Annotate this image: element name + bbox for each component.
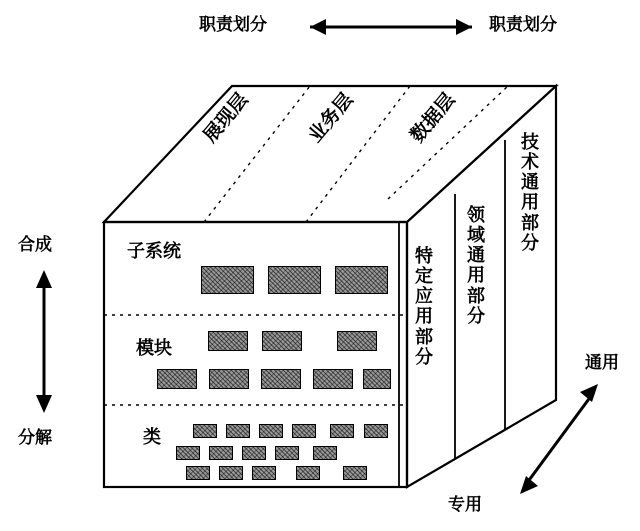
front-row-title-module: 模块	[136, 338, 172, 359]
side-face-part-technical-common: 技 术 通 用 部 分	[521, 132, 539, 254]
module-block	[262, 331, 302, 351]
subsystem-block	[268, 266, 321, 294]
top-face-layer-business: 业务层	[304, 88, 358, 147]
depth-axis-arrow	[520, 384, 598, 494]
side-face-part-domain-common: 领 域 通 用 部 分	[467, 205, 485, 327]
class-block	[242, 446, 266, 460]
axis-label-left-top: 合成	[18, 235, 52, 255]
top-face-layer-presentation: 展现层	[199, 88, 253, 147]
class-block	[313, 446, 337, 460]
class-block	[343, 466, 367, 480]
class-block	[296, 466, 320, 480]
class-block	[176, 446, 200, 460]
side-face-part-specific-application: 特 定 应 用 部 分	[415, 246, 433, 368]
module-block	[157, 369, 197, 389]
front-row-title-subsystem: 子系统	[127, 241, 181, 262]
class-block	[330, 424, 354, 438]
class-block	[193, 424, 217, 438]
class-block	[259, 424, 283, 438]
class-block	[252, 466, 276, 480]
class-block	[209, 446, 233, 460]
top-axis-arrow	[310, 19, 472, 35]
subsystem-block	[201, 266, 254, 294]
module-block	[208, 331, 248, 351]
module-block	[337, 331, 377, 351]
front-row-title-class: 类	[143, 427, 161, 448]
module-block	[261, 369, 301, 389]
class-block	[186, 466, 210, 480]
subsystem-block	[335, 266, 388, 294]
top-face-layer-data: 数据层	[406, 88, 460, 147]
module-block	[313, 369, 353, 389]
front-face-row-dividers	[104, 315, 407, 405]
class-block	[364, 424, 388, 438]
class-block	[226, 424, 250, 438]
module-block	[209, 369, 249, 389]
axis-label-depth-far: 通用	[585, 353, 619, 373]
module-block	[363, 369, 391, 389]
class-block	[219, 466, 243, 480]
class-block	[292, 424, 316, 438]
class-block	[275, 446, 299, 460]
axis-label-left-bottom: 分解	[18, 428, 52, 448]
axis-label-top-left: 职责划分	[199, 15, 267, 35]
axis-label-depth-near: 专用	[448, 495, 482, 515]
left-axis-arrow	[36, 270, 52, 413]
axis-label-top-right: 职责划分	[489, 15, 557, 35]
